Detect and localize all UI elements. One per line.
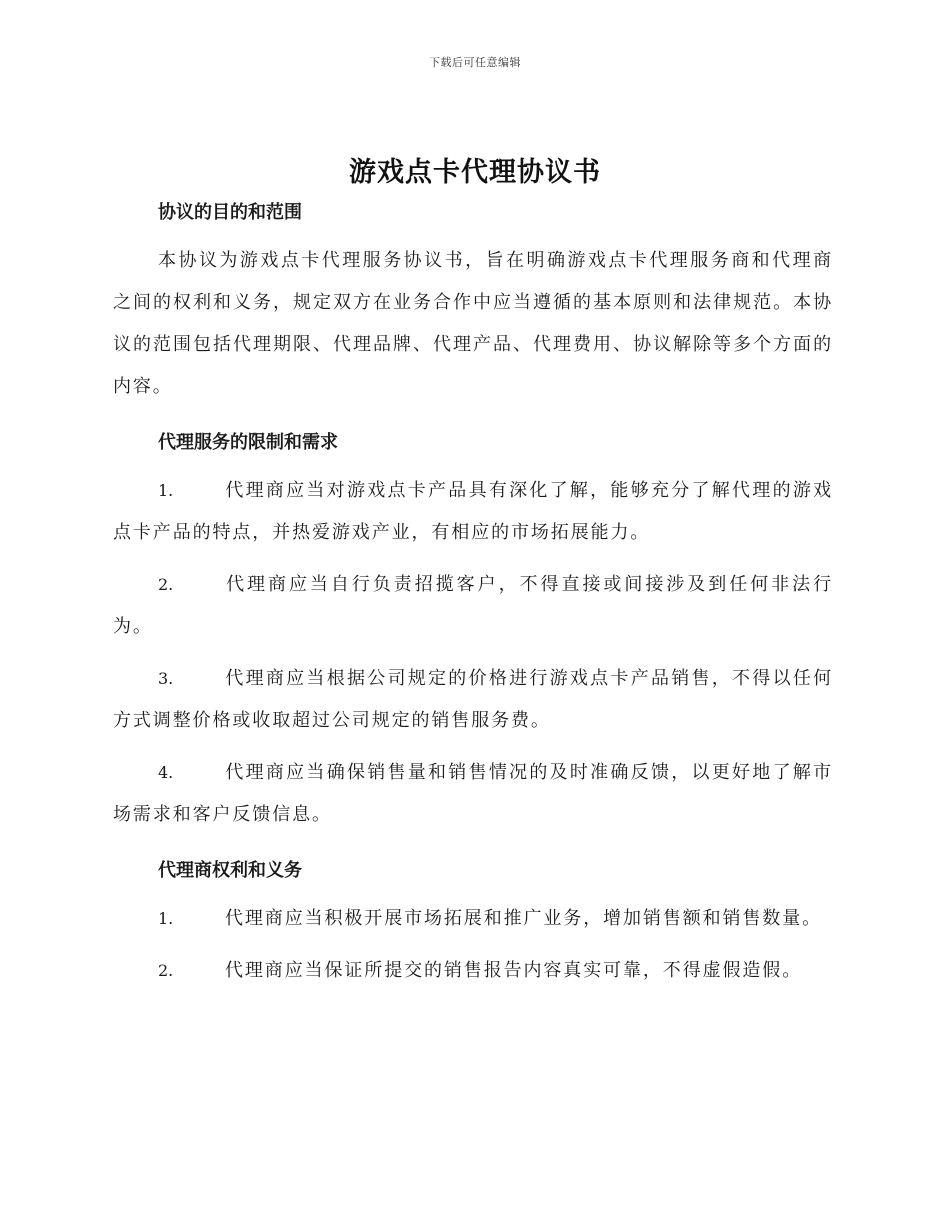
list-item-number: 2.	[158, 961, 174, 980]
list-item	[113, 950, 833, 992]
list-item	[113, 658, 833, 742]
list-item-text: 代理商应当保证所提交的销售报告内容真实可靠，不得虚假造假。	[225, 960, 803, 981]
header-note: 下载后可任意编辑	[429, 56, 521, 69]
section-heading: 协议的目的和范围	[158, 202, 302, 223]
list-item-text: 代理商应当自行负责招揽客户，不得直接或间接涉及到任何非法行为。	[113, 574, 833, 637]
section-heading: 代理服务的限制和需求	[158, 432, 338, 453]
document-body	[113, 196, 833, 992]
list-item	[113, 564, 833, 648]
section-heading: 代理商权利和义务	[158, 860, 302, 881]
list-item	[113, 752, 833, 836]
list-item-text: 代理商应当根据公司规定的价格进行游戏点卡产品销售，不得以任何方式调整价格或收取超过公司规定的销售服务费。	[113, 668, 833, 731]
list-item-text: 代理商应当确保销售量和销售情况的及时准确反馈，以更好地了解市场需求和客户反馈信息。	[113, 762, 833, 825]
list-item-number: 1.	[158, 909, 174, 928]
section-paragraph: 本协议为游戏点卡代理服务协议书，旨在明确游戏点卡代理服务商和代理商之间的权利和义务，规定双方在业务合作中应当遵循的基本原则和法律规范。本协议的范围包括代理期限、代理品牌、代理产品、代理费用、协议解除等多个方面的内容。	[113, 250, 833, 397]
list-item	[113, 898, 833, 940]
list-item-number: 2.	[158, 575, 174, 594]
list-item-number: 1.	[158, 481, 174, 500]
list-item-text: 代理商应当积极开展市场拓展和推广业务，增加销售额和销售数量。	[225, 908, 822, 929]
list-item-text: 代理商应当对游戏点卡产品具有深化了解，能够充分了解代理的游戏点卡产品的特点，并热爱游戏产业，有相应的市场拓展能力。	[113, 480, 833, 543]
list-item-number: 3.	[158, 669, 174, 688]
document-title: 游戏点卡代理协议书	[349, 157, 601, 188]
list-item	[113, 470, 833, 554]
list-item-number: 4.	[158, 763, 174, 782]
